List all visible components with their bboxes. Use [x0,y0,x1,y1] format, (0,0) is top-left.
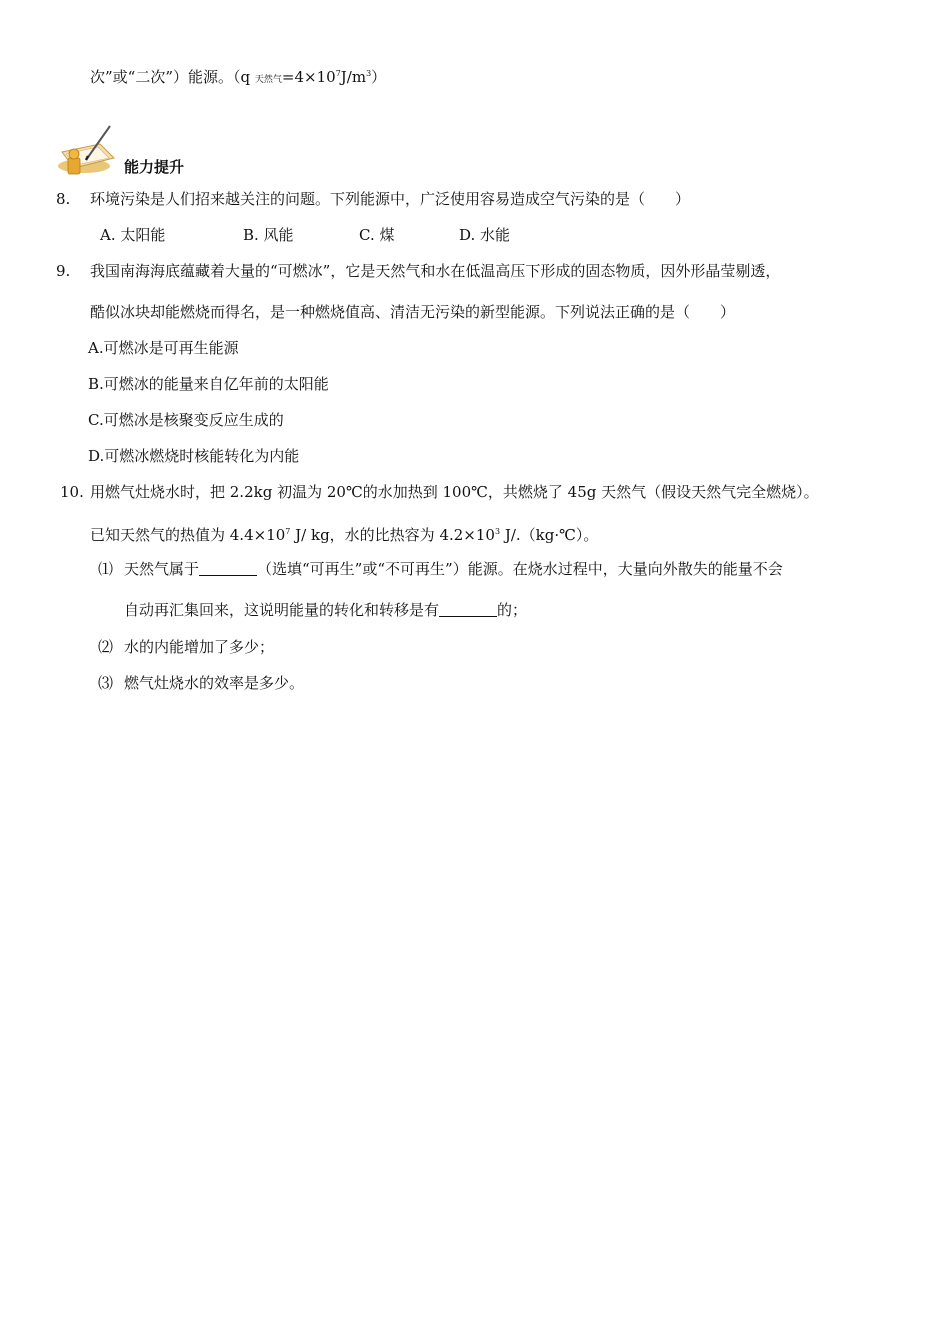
question-text: 用燃气灶烧水时，把 2.2kg 初温为 20℃的水加热到 100℃，共燃烧了 45g 天然气（假设天然气完全燃烧）。 [90,483,819,501]
option-d: D.可燃冰燃烧时核能转化为内能 [88,447,300,465]
answer-blank[interactable] [439,602,497,617]
question-9-line2: 酷似冰块却能燃烧而得名，是一种燃烧值高、清洁无污染的新型能源。下列说法正确的是（ ） [90,303,736,321]
subquestion-number: ⑵ [98,638,114,656]
option-c: C. 煤 [359,226,395,244]
section-title: 能力提升 [124,158,185,176]
formula-line: 次”或“二次”）能源。（q 天然气$=4\times 10^7J/m^3$） [90,68,387,86]
subquestion-number: ⑴ [98,560,114,578]
question-text: 我国南海海底蕴藏着大量的“可燃冰”，它是天然气和水在低温高压下形成的固态物质，因外形晶莹剔透， [90,262,781,280]
question-number: 8. [56,190,71,208]
question-number: 9. [56,262,71,280]
pencil-notebook-icon [56,122,118,178]
option-b: B. 风能 [243,226,294,244]
option-a: A.可燃冰是可再生能源 [88,339,239,357]
subquestion-2: ⑵ 水的内能增加了多少； [98,638,275,656]
question-9 [56,261,780,281]
subquestion-3: ⑶ 燃气灶烧水的效率是多少。 [98,674,305,692]
subquestion-number: ⑶ [98,674,114,692]
question-10 [60,482,819,502]
question-number: 10. [60,483,84,501]
option-b: B.可燃冰的能量来自亿年前的太阳能 [88,375,329,393]
option-d: D. 水能 [459,226,511,244]
question-10-line2: 已知天然气的热值为 $4.4\times 10^7$ J/ kg，水的比热容为 $4.2\times 10^3$ J/.（kg·℃）。 [90,526,599,544]
answer-blank[interactable] [199,561,257,576]
question-text: 环境污染是人们招来越关注的问题。下列能源中，广泛使用容易造成空气污染的是（ ） [90,190,691,208]
question-8 [56,189,690,209]
option-a: A. 太阳能 [100,226,166,244]
subquestion-1: ⑴ 天然气属于 （选填“可再生”或“不可再生”）能源。在烧水过程中，大量向外散失的能量不会 [98,560,783,578]
subquestion-1-line2: 自动再汇集回来，这说明能量的转化和转移是有 的； [124,601,528,619]
option-c: C.可燃冰是核聚变反应生成的 [88,411,284,429]
